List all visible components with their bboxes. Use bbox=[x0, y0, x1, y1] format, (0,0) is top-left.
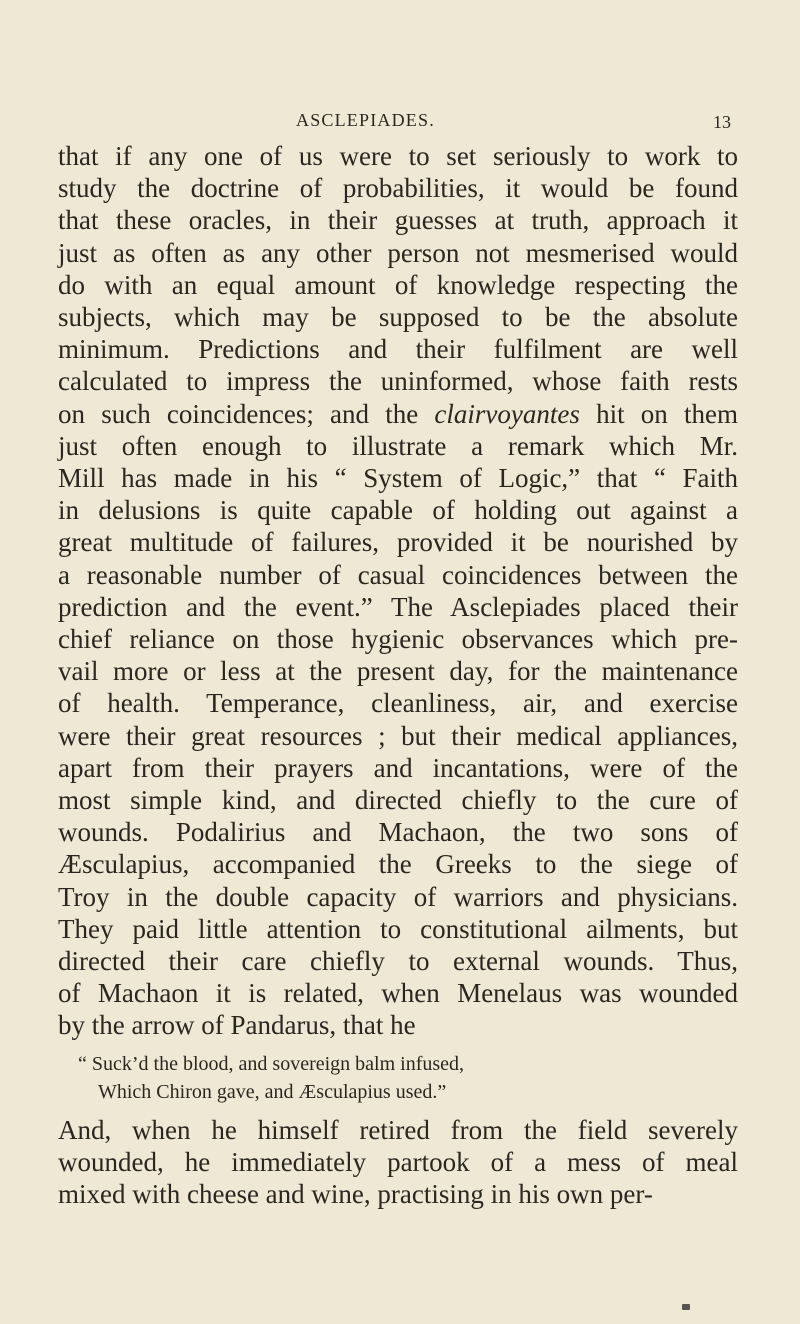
text-line: in delusions is quite capable of holding out against a bbox=[58, 495, 738, 526]
text-line: calculated to impress the uninformed, whose faith rests bbox=[58, 366, 738, 397]
text-line: wounded, he immediately partook of a mess of meal bbox=[58, 1147, 738, 1178]
text-segment: hit on them bbox=[579, 398, 738, 429]
text-line: great multitude of failures, provided it be nourished by bbox=[58, 527, 738, 558]
text-line: Mill has made in his “ System of Logic,” that “ Faith bbox=[58, 463, 738, 494]
text-line: wounds. Podalirius and Machaon, the two sons of bbox=[58, 817, 738, 848]
text-line: most simple kind, and directed chiefly to the cure of bbox=[58, 785, 738, 816]
text-line: And, when he himself retired from the field severely bbox=[58, 1115, 738, 1145]
text-line: vail more or less at the present day, for the maintenance bbox=[58, 656, 738, 687]
text-line: They paid little attention to constitutional ailments, but bbox=[58, 913, 738, 944]
text-line: just often enough to illustrate a remark which Mr. bbox=[58, 430, 738, 461]
text-segment: on such coincidences; and the bbox=[58, 398, 435, 429]
text-line: a reasonable number of casual coincidences between the bbox=[58, 559, 738, 590]
verse-line: Which Chiron gave, and Æsculapius used.” bbox=[98, 1081, 447, 1103]
text-line: Æsculapius, accompanied the Greeks to the siege of bbox=[58, 849, 738, 880]
verse-line: “ Suck’d the blood, and sovereign balm infused, bbox=[78, 1053, 465, 1075]
text-line: mixed with cheese and wine, practising in his own per- bbox=[58, 1179, 653, 1210]
text-line: Troy in the double capacity of warriors and physicians. bbox=[58, 881, 738, 912]
text-line: do with an equal amount of knowledge respecting the bbox=[58, 269, 738, 300]
page-header bbox=[0, 110, 800, 138]
text-line: by the arrow of Pandarus, that he bbox=[58, 1010, 416, 1041]
text-line: apart from their prayers and incantations, were of the bbox=[58, 752, 738, 783]
text-line: of Machaon it is related, when Menelaus was wounded bbox=[58, 978, 738, 1009]
text-line: prediction and the event.” The Asclepiades placed their bbox=[58, 591, 738, 622]
text-line: chief reliance on those hygienic observances which pre- bbox=[58, 624, 738, 655]
text-line: that if any one of us were to set seriously to work to bbox=[58, 141, 738, 171]
text-line: directed their care chiefly to external wounds. Thus, bbox=[58, 946, 738, 977]
text-line: subjects, which may be supposed to be the absolute bbox=[58, 302, 738, 333]
italic-term: clairvoyantes bbox=[434, 398, 580, 429]
paragraph-main bbox=[58, 140, 738, 1042]
text-line: just as often as any other person not mesmerised would bbox=[58, 237, 738, 268]
paragraph-continued bbox=[58, 1114, 738, 1211]
ink-speck bbox=[682, 1304, 690, 1310]
verse-quote bbox=[78, 1050, 718, 1106]
text-line: that these oracles, in their guesses at truth, approach it bbox=[58, 205, 738, 236]
running-title: ASCLEPIADES. bbox=[296, 110, 435, 130]
text-line: study the doctrine of probabilities, it would be found bbox=[58, 173, 738, 204]
page-number: 13 bbox=[713, 112, 731, 132]
text-line: minimum. Predictions and their fulfilment are well bbox=[58, 334, 738, 365]
text-line: were their great resources ; but their medical appliances, bbox=[58, 720, 738, 751]
text-line: of health. Temperance, cleanliness, air, and exercise bbox=[58, 688, 738, 719]
text-line-italic-word bbox=[58, 398, 738, 430]
